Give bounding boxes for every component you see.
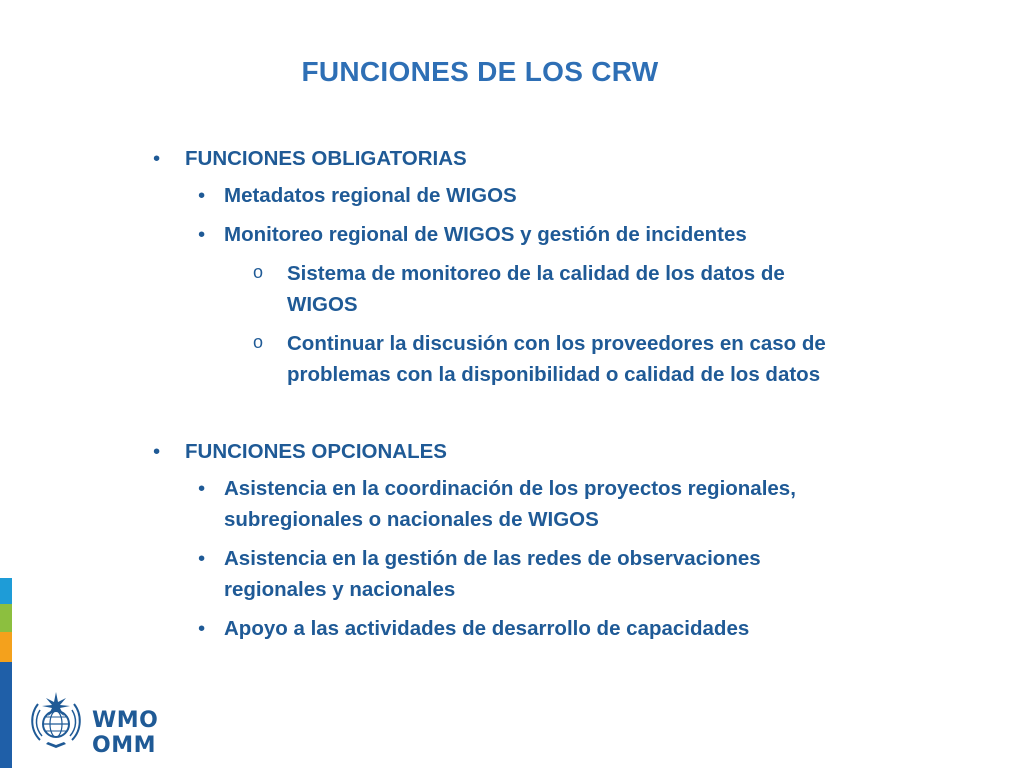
circle-bullet-icon: o (253, 332, 264, 352)
section-heading-opcionales (150, 436, 830, 467)
slide-title: FUNCIONES DE LOS CRW (301, 56, 659, 87)
circle-bullet-icon: o (253, 262, 264, 282)
sidebar-stripe-blue (0, 578, 12, 604)
list-item (150, 543, 830, 605)
list-item (150, 613, 830, 644)
sidebar-stripe-green (0, 604, 12, 632)
bullet-icon: • (198, 617, 206, 640)
bullet-icon: • (198, 547, 206, 570)
list-item (150, 219, 830, 250)
section-heading-obligatorias (150, 143, 830, 174)
bullet-icon: • (198, 477, 206, 500)
bullet-icon: • (153, 147, 161, 170)
list-item (150, 180, 830, 211)
list-item-text: Asistencia en la coordinación de los proyectos regionales, subregionales o nacionales de WIGOS (224, 477, 796, 531)
list-item (150, 473, 830, 535)
bullet-icon: • (198, 223, 206, 246)
list-item-text: Monitoreo regional de WIGOS y gestión de incidentes (224, 223, 747, 246)
list-item-text: Metadatos regional de WIGOS (224, 184, 517, 207)
wmo-emblem-icon (28, 690, 84, 750)
sidebar-stripe-orange (0, 632, 12, 662)
slide-content (150, 143, 830, 652)
sidebar-stripe-dark-blue (0, 662, 12, 768)
sub-list-item-text: Continuar la discusión con los proveedores en caso de problemas con la disponibilidad o calidad de los datos (287, 332, 826, 386)
list-item-text: Apoyo a las actividades de desarrollo de capacidades (224, 617, 750, 640)
section-heading-text: FUNCIONES OPCIONALES (185, 440, 447, 463)
color-sidebar (0, 578, 12, 768)
bullet-icon: • (153, 440, 161, 463)
sub-list-item-text: Sistema de monitoreo de la calidad de los datos de WIGOS (287, 262, 785, 316)
bullet-icon: • (198, 184, 206, 207)
section-heading-text: FUNCIONES OBLIGATORIAS (185, 147, 467, 170)
wmo-logo-text: WMO OMM (92, 708, 159, 758)
list-item-text: Asistencia en la gestión de las redes de observaciones regionales y nacionales (224, 547, 761, 601)
wmo-logo (28, 690, 228, 758)
sub-list-item (150, 258, 830, 320)
sub-list-item (150, 328, 830, 390)
